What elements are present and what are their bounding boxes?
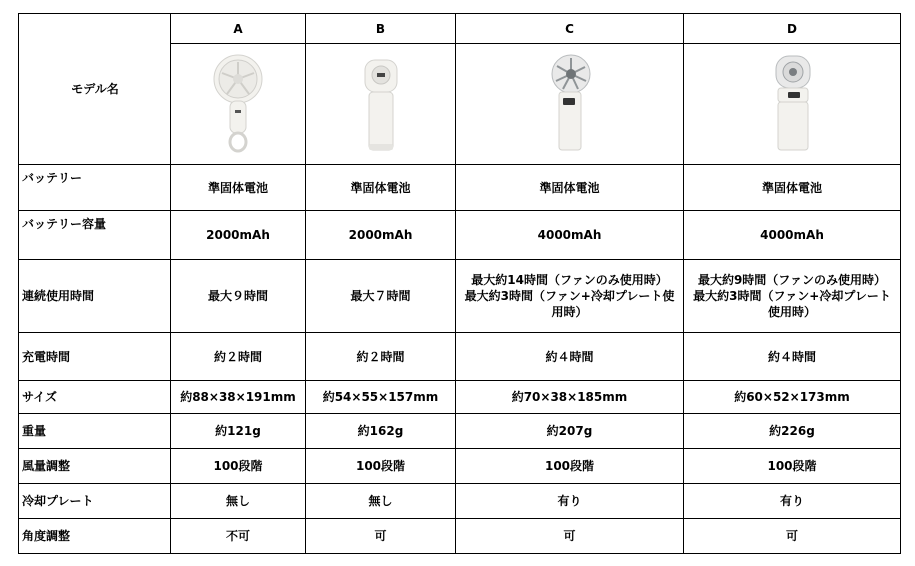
spec-row <box>19 333 901 381</box>
row-label: 角度調整 <box>19 519 171 554</box>
spec-cell: 準固体電池 <box>456 165 684 211</box>
spec-cell: 約60×52×173mm <box>684 381 901 414</box>
model-b-header: B <box>306 14 456 44</box>
spec-cell: 準固体電池 <box>171 165 306 211</box>
spec-row <box>19 381 901 414</box>
spec-cell: 約226g <box>684 414 901 449</box>
spec-cell: 100段階 <box>306 449 456 484</box>
row-label: 冷却プレート <box>19 484 171 519</box>
spec-row <box>19 519 901 554</box>
spec-cell: 準固体電池 <box>684 165 901 211</box>
spec-cell: 無し <box>171 484 306 519</box>
spec-cell: 約70×38×185mm <box>456 381 684 414</box>
product-image-cell-b <box>306 44 456 165</box>
model-c-header: C <box>456 14 684 44</box>
spec-cell: 無し <box>306 484 456 519</box>
spec-cell: 可 <box>456 519 684 554</box>
spec-cell: 最大９時間 <box>171 260 306 333</box>
spec-row <box>19 165 901 211</box>
product-b-image <box>351 52 411 156</box>
spec-cell: 不可 <box>171 519 306 554</box>
spec-cell: 有り <box>456 484 684 519</box>
row-label: バッテリー容量 <box>19 211 171 260</box>
spec-cell: 準固体電池 <box>306 165 456 211</box>
model-d-header: D <box>684 14 901 44</box>
product-c-image <box>540 52 600 156</box>
spec-cell: 約４時間 <box>684 333 901 381</box>
spec-cell: 100段階 <box>456 449 684 484</box>
spec-cell: 約２時間 <box>171 333 306 381</box>
spec-cell: 有り <box>684 484 901 519</box>
product-a-image <box>208 52 268 156</box>
row-label: 連続使用時間 <box>19 260 171 333</box>
product-image-cell-a <box>171 44 306 165</box>
spec-cell: 最大約14時間（ファンのみ使用時） 最大約3時間（ファン+冷却プレート使用時） <box>456 260 684 333</box>
model-a-header: A <box>171 14 306 44</box>
spec-cell: 約２時間 <box>306 333 456 381</box>
row-label: 重量 <box>19 414 171 449</box>
spec-cell: 約207g <box>456 414 684 449</box>
product-image-cell-d <box>684 44 901 165</box>
spec-cell: 最大７時間 <box>306 260 456 333</box>
spec-cell: 約４時間 <box>456 333 684 381</box>
row-label: 充電時間 <box>19 333 171 381</box>
spec-cell: 100段階 <box>684 449 901 484</box>
model-header-row <box>19 14 901 44</box>
product-image-cell-c <box>456 44 684 165</box>
spec-cell: 約88×38×191mm <box>171 381 306 414</box>
product-d-image <box>762 52 822 156</box>
row-label: サイズ <box>19 381 171 414</box>
spec-cell: 4000mAh <box>684 211 901 260</box>
model-name-label: モデル名 <box>19 14 171 165</box>
spec-cell: 100段階 <box>171 449 306 484</box>
spec-cell: 最大約9時間（ファンのみ使用時） 最大約3時間（ファン+冷却プレート使用時） <box>684 260 901 333</box>
spec-cell: 可 <box>684 519 901 554</box>
spec-row <box>19 211 901 260</box>
spec-cell: 4000mAh <box>456 211 684 260</box>
spec-comparison-table <box>18 13 901 554</box>
spec-cell: 可 <box>306 519 456 554</box>
spec-row <box>19 260 901 333</box>
spec-cell: 約54×55×157mm <box>306 381 456 414</box>
spec-cell: 2000mAh <box>171 211 306 260</box>
spec-row <box>19 449 901 484</box>
spec-cell: 約121g <box>171 414 306 449</box>
spec-cell: 2000mAh <box>306 211 456 260</box>
spec-cell: 約162g <box>306 414 456 449</box>
row-label: バッテリー <box>19 165 171 211</box>
row-label: 風量調整 <box>19 449 171 484</box>
spec-row <box>19 484 901 519</box>
spec-row <box>19 414 901 449</box>
